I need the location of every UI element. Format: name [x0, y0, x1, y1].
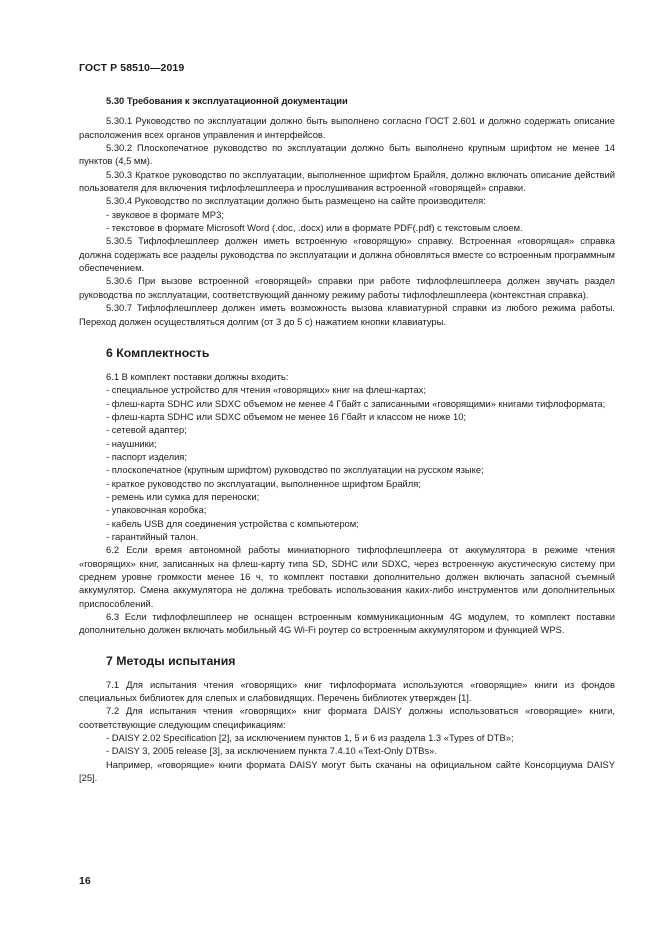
list-item: - гарантийный талон.: [106, 530, 199, 542]
list-item: - флеш-карта SDHC или SDXC объемом не менее 16 Гбайт и классом не ниже 10;: [106, 410, 467, 422]
subsection-heading-5-30: 5.30 Требования к эксплуатационной документации: [106, 95, 348, 106]
paragraph-5-30-5: 5.30.5 Тифлофлешплеер должен иметь встроенную «говорящую» справку. Встроенная «говорящая» справка должна содержать все разделы руководства по эксплуатации и должна обновляться вместе со встроенным программным обеспечением.: [79, 235, 615, 274]
list-item: - паспорт изделия;: [106, 450, 187, 462]
paragraph-example: Например, «говорящие» книги формата DAISY могут быть скачаны на официальном сайте Консорциума DAISY [25].: [79, 758, 615, 784]
document-header: ГОСТ Р 58510—2019: [79, 62, 185, 74]
list-item: - ремень или сумка для переноски;: [106, 490, 260, 502]
paragraph-5-30-3: 5.30.3 Краткое руководство по эксплуатации, выполненное шрифтом Брайля, должно включать описание действий пользователя для включения тифлофлешплеера и прослушивания встроенной «говорящей» справки.: [79, 168, 615, 194]
paragraph-6-3: 6.3 Если тифлофлешплеер не оснащен встроенным коммуникационным 4G модулем, то комплект поставки дополнительно должен включать мобильный 4G Wi-Fi роутер со встроенным аккумулятором и функцией WPS.: [79, 611, 615, 636]
list-item: - сетевой адаптер;: [106, 424, 187, 436]
paragraph-6-2: 6.2 Если время автономной работы миниатюрного тифлофлешплеера от аккумулятора в режиме чтения «говорящих» книг, записанных на флеш-карту типа SD, SDHC или SDXC, через встроенную акустическую систему при среднем уровне громкости менее 16 ч, то комплект поставки дополнительно должен включать запасной съемный аккумулятор. Смена аккумулятора не должна требовать использования каких-либо инструментов или дополнительных приспособлений.: [79, 544, 615, 609]
paragraph-5-30-1: 5.30.1 Руководство по эксплуатации должно быть выполнено согласно ГОСТ 2.601 и должно содержать описание расположения всех органов управления и интерфейсов.: [79, 115, 615, 140]
paragraph-7-2: 7.2 Для испытания чтения «говорящих» книг формата DAISY должны использоваться «говорящие» книги, соответствующие следующим спецификациям:: [79, 705, 615, 730]
paragraph-5-30-4: 5.30.4 Руководство по эксплуатации должно быть размещено на сайте производителя:: [106, 195, 486, 207]
section-heading-7: 7 Методы испытания: [106, 653, 236, 668]
list-item: - кабель USB для соединения устройства с компьютером;: [106, 517, 359, 529]
page-number: 16: [79, 875, 91, 887]
document-body: [79, 87, 615, 784]
list-item: - наушники;: [106, 437, 157, 449]
list-item: - DAISY 2.02 Specification [2], за исключением пунктов 1, 5 и 6 из раздела 1.3 «Types of DTB»;: [106, 732, 514, 744]
list-item: - звуковое в формате МР3;: [106, 208, 224, 220]
paragraph-7-1: 7.1 Для испытания чтения «говорящих» книг тифлоформата используются «говорящие» книги из фондов специальных библиотек для слепых и слабовидящих. Перечень библиотек утвержден [1].: [79, 678, 615, 704]
list-item: - специальное устройство для чтения «говорящих» книг на флеш-картах;: [106, 384, 426, 396]
paragraph-6-1: 6.1 В комплект поставки должны входить:: [106, 370, 289, 382]
paragraph-5-30-6: 5.30.6 При вызове встроенной «говорящей» справки при работе тифлофлешплеера должен звучать раздел руководства по эксплуатации, соответствующий данному режиму работы тифлофлешплеера (контекстная справка).: [79, 275, 615, 300]
paragraph-5-30-7: 5.30.7 Тифлофлешплеер должен иметь возможность вызова клавиатурной справки из любого режима работы. Переход должен осуществляться долгим (от 3 до 5 с) нажатием кнопки клавиатуры.: [79, 302, 615, 327]
list-item: - краткое руководство по эксплуатации, выполненное шрифтом Брайля;: [106, 477, 421, 489]
list-item: - DAISY 3, 2005 release [3], за исключением пункта 7.4.10 «Text-Only DTBs».: [106, 745, 437, 757]
section-heading-6: 6 Комплектность: [106, 345, 210, 360]
list-item: - флеш-карта SDHC или SDXC объемом не менее 4 Гбайт с записанными «говорящими» книгами тифлоформата;: [106, 397, 606, 409]
list-item: - упаковочная коробка;: [106, 504, 207, 516]
list-item: - плоскопечатное (крупным шрифтом) руководство по эксплуатации на русском языке;: [106, 464, 484, 476]
list-item: - текстовое в формате Microsoft Word (.doc, .docx) или в формате PDF(.pdf) с текстовым слоем.: [106, 222, 523, 234]
paragraph-5-30-2: 5.30.2 Плоскопечатное руководство по эксплуатации должно быть выполнено крупным шрифтом не менее 14 пунктов (4,5 мм).: [79, 142, 615, 167]
